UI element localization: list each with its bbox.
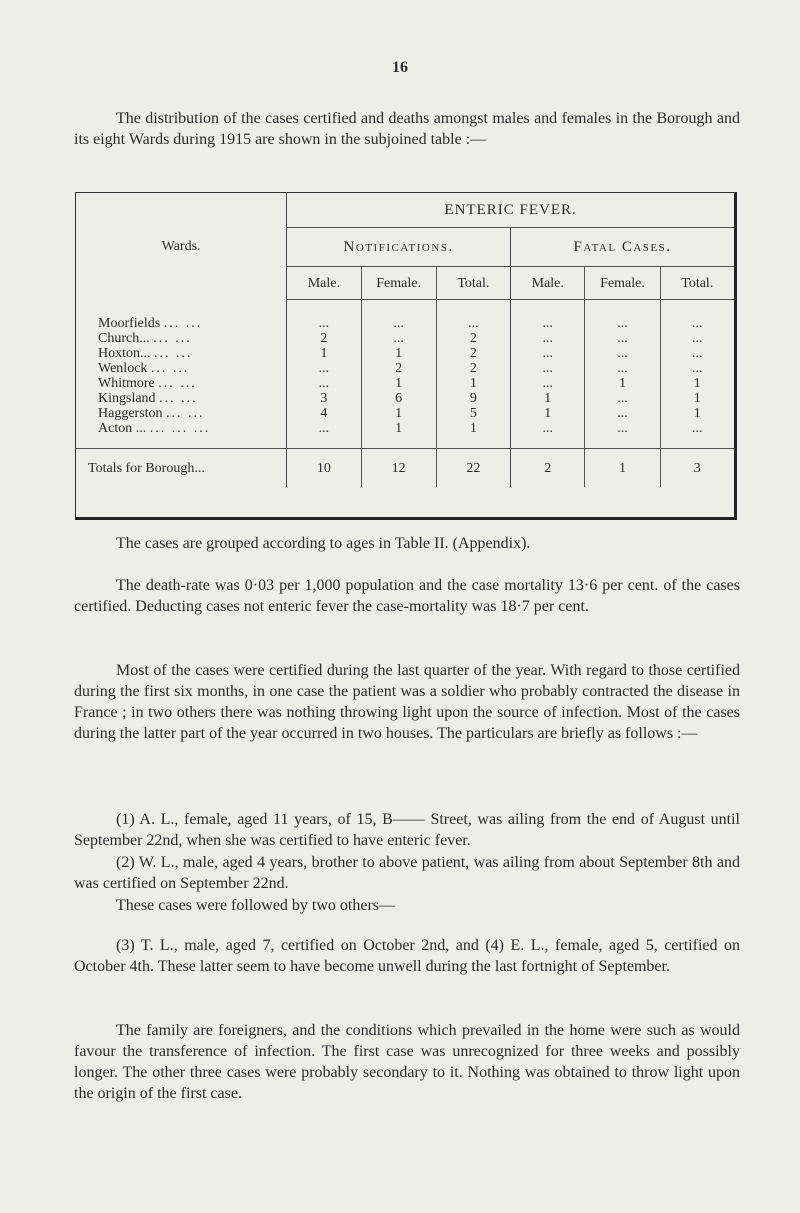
leader-dots: ... ... bbox=[150, 361, 190, 376]
table-cell: ... bbox=[361, 300, 436, 332]
intro-paragraph: The distribution of the cases certified and deaths amongst males and females in the Borough and its eight Wards during 1915 are shown in the subjoined table :— bbox=[74, 110, 740, 148]
table-cell: 1 bbox=[585, 376, 660, 391]
table-cell: 1 bbox=[361, 376, 436, 391]
table-cell: 1 bbox=[436, 376, 510, 391]
table-cell: 1 bbox=[660, 406, 734, 421]
enteric-fever-title: ENTERIC FEVER. bbox=[287, 193, 734, 228]
leader-dots: ... ... bbox=[153, 331, 192, 346]
table-row bbox=[76, 300, 734, 332]
table-cell: ... bbox=[287, 300, 361, 332]
ward-name: Haggerston bbox=[98, 406, 163, 421]
page-number: 16 bbox=[392, 59, 408, 76]
table-cell: 3 bbox=[287, 391, 361, 406]
ward-cell bbox=[76, 376, 287, 391]
table-cell: ... bbox=[660, 361, 734, 376]
notifications-header: Notifications. bbox=[287, 228, 511, 267]
table-cell: 1 bbox=[511, 391, 585, 406]
col-header: Total. bbox=[436, 267, 510, 300]
table-cell: ... bbox=[660, 300, 734, 332]
table-cell: 5 bbox=[436, 406, 510, 421]
table-cell: ... bbox=[660, 331, 734, 346]
table-cell: ... bbox=[287, 421, 361, 449]
col-header: Male. bbox=[511, 267, 585, 300]
paragraph-family: The family are foreigners, and the conditions which prevailed in the home were such as would favour the transference of infection. The first case was unrecognized for three weeks and possibly longer. The other three cases were probably secondary to it. Nothing was obtained to throw light upon the origin of the first case. bbox=[74, 1022, 740, 1102]
paragraph-ages: The cases are grouped according to ages in Table II. (Appendix). bbox=[116, 535, 531, 552]
table-row bbox=[76, 406, 734, 421]
ward-name: Church... bbox=[98, 331, 150, 346]
ward-name: Wenlock bbox=[98, 361, 148, 376]
totals-cell: 2 bbox=[511, 449, 585, 488]
table-cell: 1 bbox=[436, 421, 510, 449]
leader-dots: ... ... bbox=[158, 376, 197, 391]
table-cell: ... bbox=[585, 361, 660, 376]
table-row bbox=[76, 346, 734, 361]
table-cell: 2 bbox=[436, 361, 510, 376]
ward-cell bbox=[76, 406, 287, 421]
table-cell: ... bbox=[361, 331, 436, 346]
ward-cell bbox=[76, 331, 287, 346]
leader-dots: ... ... bbox=[154, 346, 193, 361]
table-cell: 1 bbox=[287, 346, 361, 361]
paragraph-followed: These cases were followed by two others— bbox=[116, 897, 396, 914]
table-cell: 4 bbox=[287, 406, 361, 421]
table-row bbox=[76, 391, 734, 406]
paragraph-death-rate: The death-rate was 0·03 per 1,000 population and the case mortality 13·6 per cent. of the cases certified. Deducting cases not enteric fever the case-mortality was 18·7 per cent. bbox=[74, 577, 740, 615]
table-cell: ... bbox=[585, 421, 660, 449]
leader-dots: ... ... bbox=[163, 315, 203, 331]
ward-cell bbox=[76, 300, 287, 332]
col-header: Female. bbox=[585, 267, 660, 300]
leader-dots: ... ... ... bbox=[149, 421, 211, 436]
table-cell: ... bbox=[511, 361, 585, 376]
ward-name: Acton ... bbox=[98, 421, 147, 436]
table-cell: ... bbox=[511, 346, 585, 361]
table-cell: ... bbox=[436, 300, 510, 332]
ward-name: Kingsland bbox=[98, 391, 156, 406]
paragraph-case-3-4: (3) T. L., male, aged 7, certified on October 2nd, and (4) E. L., female, aged 5, certified on October 4th. These latter seem to have become unwell during the last fortnight of September. bbox=[74, 937, 740, 975]
ward-name: Whitmore bbox=[98, 376, 155, 391]
ward-name: Hoxton... bbox=[98, 346, 151, 361]
paragraph-case-2: (2) W. L., male, aged 4 years, brother to above patient, was ailing from about September 8th and was certified on September 22nd. bbox=[74, 854, 740, 892]
paragraph-case-1: (1) A. L., female, aged 11 years, of 15, B—— Street, was ailing from the end of August until September 22nd, when she was certified to have enteric fever. bbox=[74, 811, 740, 849]
table-cell: 1 bbox=[361, 406, 436, 421]
col-header: Female. bbox=[361, 267, 436, 300]
table-cell: ... bbox=[511, 421, 585, 449]
fatal-cases-header: Fatal Cases. bbox=[511, 228, 734, 267]
col-header: Total. bbox=[660, 267, 734, 300]
table-cell: ... bbox=[660, 421, 734, 449]
totals-cell: 1 bbox=[585, 449, 660, 488]
table-row bbox=[76, 331, 734, 346]
table-cell: ... bbox=[660, 346, 734, 361]
totals-cell: 22 bbox=[436, 449, 510, 488]
table-cell: ... bbox=[585, 406, 660, 421]
totals-row bbox=[76, 449, 734, 488]
table-cell: 2 bbox=[436, 346, 510, 361]
ward-cell bbox=[76, 421, 287, 449]
table-cell: 1 bbox=[660, 391, 734, 406]
table-cell: ... bbox=[511, 376, 585, 391]
enteric-fever-table bbox=[75, 192, 737, 520]
totals-cell: 12 bbox=[361, 449, 436, 488]
col-header: Male. bbox=[287, 267, 361, 300]
totals-cell: 3 bbox=[660, 449, 734, 488]
table-cell: ... bbox=[585, 346, 660, 361]
table-cell: 9 bbox=[436, 391, 510, 406]
table-cell: 1 bbox=[660, 376, 734, 391]
table-cell: ... bbox=[511, 331, 585, 346]
table-row bbox=[76, 376, 734, 391]
wards-header: Wards. bbox=[161, 238, 201, 254]
table-cell: ... bbox=[585, 391, 660, 406]
table-cell: 2 bbox=[436, 331, 510, 346]
table-cell: 1 bbox=[361, 346, 436, 361]
table-cell: 2 bbox=[361, 361, 436, 376]
table-row bbox=[76, 361, 734, 376]
ward-name: Moorfields bbox=[98, 315, 161, 331]
paragraph-certified: Most of the cases were certified during the last quarter of the year. With regard to those certified during the first six months, in one case the patient was a soldier who probably contracted the disease in France ; in two others there was nothing throwing light upon the source of infection. Most of the cases during the latter part of the year occurred in two houses. The particulars are briefly as follows :— bbox=[74, 662, 740, 742]
leader-dots: ... ... bbox=[166, 406, 205, 421]
table-cell: ... bbox=[287, 361, 361, 376]
table-cell: 1 bbox=[361, 421, 436, 449]
table-cell: ... bbox=[585, 331, 660, 346]
table-cell: 2 bbox=[287, 331, 361, 346]
totals-cell: 10 bbox=[287, 449, 361, 488]
table-cell: ... bbox=[585, 300, 660, 332]
table-cell: ... bbox=[511, 300, 585, 332]
table-row bbox=[76, 421, 734, 449]
leader-dots: ... ... bbox=[159, 391, 198, 406]
ward-cell bbox=[76, 361, 287, 376]
ward-cell bbox=[76, 391, 287, 406]
table-cell: 6 bbox=[361, 391, 436, 406]
table-cell: 1 bbox=[511, 406, 585, 421]
table-cell: ... bbox=[287, 376, 361, 391]
totals-label: Totals for Borough... bbox=[76, 449, 287, 488]
ward-cell bbox=[76, 346, 287, 361]
